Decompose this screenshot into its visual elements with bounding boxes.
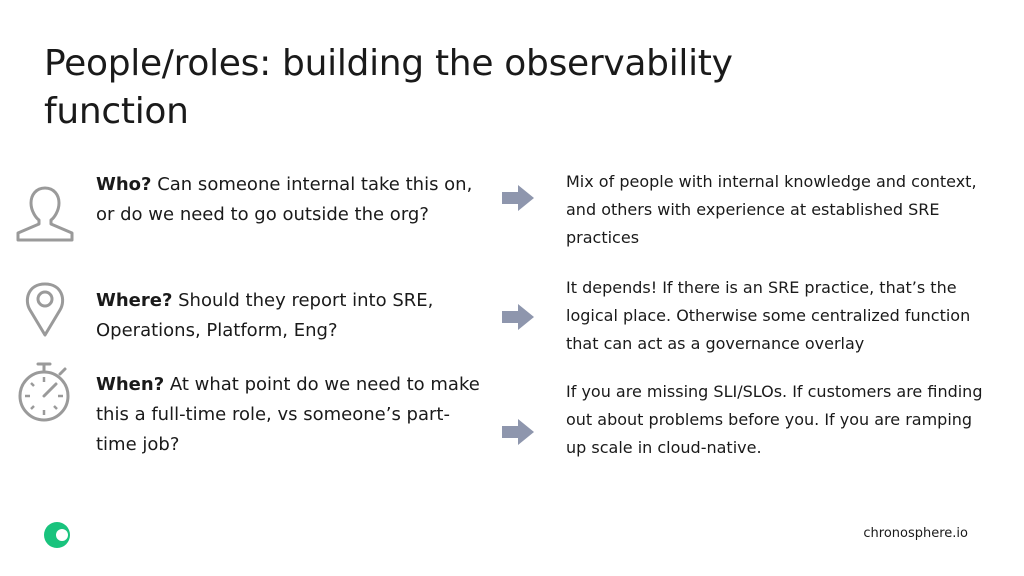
location-pin-icon (22, 280, 68, 338)
stopwatch-icon (14, 360, 74, 422)
question-where-label: Where? (96, 290, 173, 311)
arrow-right-icon (500, 303, 536, 331)
slide-title: People/roles: building the observability function (44, 43, 733, 132)
question-when (96, 370, 486, 460)
arrow-right-icon (500, 184, 536, 212)
question-who (96, 170, 486, 230)
answer-who: Mix of people with internal knowledge and context, and others with experience at established SRE practices (566, 172, 977, 247)
answer-where: It depends! If there is an SRE practice, that’s the logical place. Otherwise some centralized function that can act as a governance overlay (566, 278, 971, 353)
answer-when: If you are missing SLI/SLOs. If customers are finding out about problems before you. If you are ramping up scale in cloud-native. (566, 382, 983, 457)
question-who-label: Who? (96, 174, 152, 195)
question-who-text: Can someone internal take this on, or do we need to go outside the org? (96, 174, 473, 225)
arrow-right-icon (500, 418, 536, 446)
person-icon (12, 182, 78, 242)
chronosphere-logo-icon (42, 520, 72, 550)
footer-brand: chronosphere.io (863, 526, 968, 541)
question-where-text: Should they report into SRE, Operations, Platform, Eng? (96, 290, 434, 341)
question-when-label: When? (96, 374, 165, 395)
question-where (96, 286, 486, 346)
question-when-text: At what point do we need to make this a full-time role, vs someone’s part-time job? (96, 374, 480, 455)
